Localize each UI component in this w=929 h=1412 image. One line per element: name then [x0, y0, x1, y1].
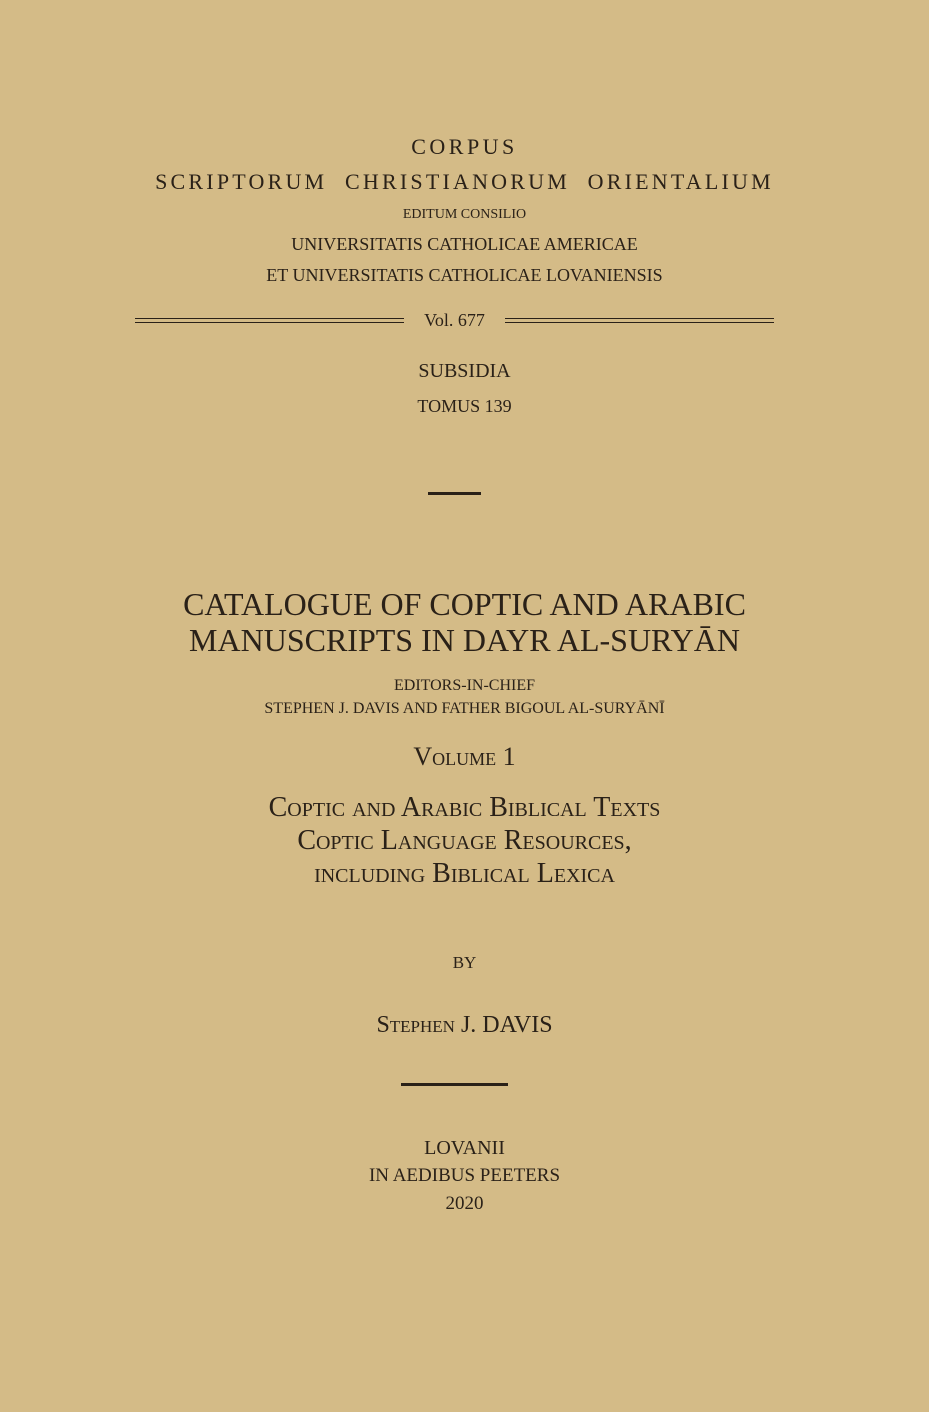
author-first-name: Stephen: [376, 1012, 455, 1038]
author-surname: J. DAVIS: [454, 1012, 553, 1038]
editors-label: EDITORS-IN-CHIEF: [393, 677, 536, 694]
double-rule-right: [505, 318, 774, 323]
editum-consilio: EDITUM CONSILIO: [402, 207, 527, 222]
university-lovaniensis: ET UNIVERSITATIS CATHOLICAE LOVANIENSIS: [266, 265, 663, 285]
double-rule-left: [135, 318, 404, 323]
volume-title: Volume 1: [413, 742, 516, 771]
by-label: BY: [452, 953, 477, 972]
imprint-publisher: IN AEDIBUS PEETERS: [368, 1165, 561, 1186]
volume-divider: [135, 310, 774, 330]
divider-rule-top: [428, 492, 481, 495]
tomus-number: TOMUS 139: [417, 396, 512, 416]
imprint-city: LOVANII: [424, 1137, 505, 1159]
editors-names: STEPHEN J. DAVIS AND FATHER BIGOUL AL-SURYĀNĪ: [264, 700, 665, 717]
subtitle-line-3: including Biblical Lexica: [314, 858, 615, 889]
main-title-line-1: CATALOGUE OF COPTIC AND ARABIC: [183, 586, 746, 622]
series-title-corpus: CORPUS: [411, 134, 518, 159]
subtitle-line-1: Coptic and Arabic Biblical Texts: [268, 792, 661, 823]
university-americae: UNIVERSITATIS CATHOLICAE AMERICAE: [291, 234, 638, 254]
divider-rule-bottom: [401, 1083, 508, 1086]
subseries-name: SUBSIDIA: [418, 360, 511, 382]
author-name: [0, 1013, 929, 1037]
volume-number: Vol. 677: [424, 310, 485, 330]
main-title-line-2: MANUSCRIPTS IN DAYR AL-SURYĀN: [189, 622, 740, 658]
imprint-year: 2020: [445, 1193, 484, 1214]
subtitle-line-2: Coptic Language Resources,: [297, 825, 632, 856]
series-title-scriptorum: SCRIPTORUM CHRISTIANORUM ORIENTALIUM: [155, 169, 774, 194]
